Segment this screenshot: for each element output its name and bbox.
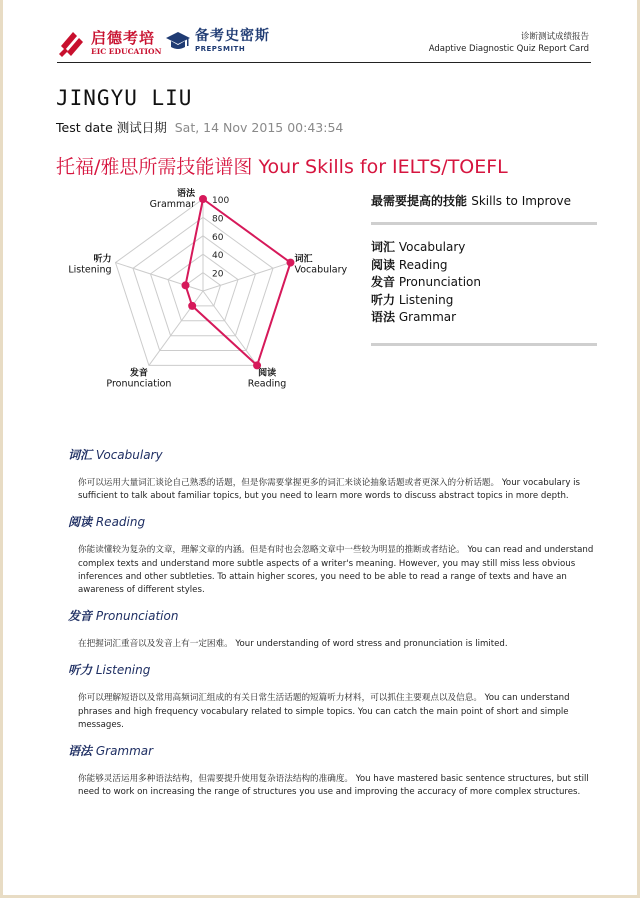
prepsmith-logo xyxy=(165,29,270,53)
improve-item-en: Reading xyxy=(398,257,448,272)
test-date-value: Sat, 14 Nov 2015 00:43:54 xyxy=(174,120,344,135)
improve-item-zh: 阅读 xyxy=(371,257,396,272)
radar-data-point xyxy=(199,195,207,203)
skill-heading-en: Reading xyxy=(95,515,146,530)
skill-heading-en: Vocabulary xyxy=(95,448,163,462)
radar-tick-label: 40 xyxy=(212,251,224,262)
radar-spoke xyxy=(203,291,257,365)
radar-series-line xyxy=(186,199,291,365)
radar-tick-label: 60 xyxy=(212,232,224,243)
improve-divider-bottom xyxy=(371,343,597,346)
graduation-cap-icon xyxy=(165,29,191,53)
skill-description: 你能读懂较为复杂的文章，理解文章的内涵。但是有时也会忽略文章中一些较为明显的推断或者结论。 You can read and understand complex texts and understand more subtle aspects of a writer's meaning. However, you may still miss less obvious inferences and other subtleties. To attain higher scores, you need to be able to read a range of texts and have an awareness of different styles. xyxy=(78,545,594,596)
test-date-label: Test date 测试日期 xyxy=(56,120,167,135)
prepsmith-brand-zh: 备考史密斯 xyxy=(195,28,270,44)
skill-reading xyxy=(68,513,598,597)
improve-list xyxy=(371,239,597,327)
skill-heading-en: Grammar xyxy=(95,744,154,759)
section-title: 托福/雅思所需技能谱图 Your Skills for IELTS/TOEFL xyxy=(56,156,508,178)
skill-heading-en: Pronunciation xyxy=(95,609,179,624)
radar-axis-label-zh: 词汇 xyxy=(294,254,313,265)
radar-data-point xyxy=(182,281,190,289)
improve-item-en: Grammar xyxy=(398,310,457,324)
improve-item xyxy=(371,309,597,327)
eic-logo xyxy=(57,28,161,58)
radar-axis-label-en: Reading xyxy=(247,378,287,390)
test-date xyxy=(56,118,343,136)
skills-radar-chart xyxy=(57,186,367,416)
skill-heading-zh: 语法 xyxy=(68,744,93,759)
improve-item xyxy=(371,257,597,275)
radar-axis-label-zh: 阅读 xyxy=(258,368,277,379)
radar-axis-label-en: Vocabulary xyxy=(294,264,348,276)
skill-vocabulary xyxy=(68,446,598,503)
radar-tick-label: 80 xyxy=(212,214,224,225)
header-divider xyxy=(57,62,591,63)
skill-description: 你能够灵活运用多种语法结构，但需要提升使用复杂语法结构的准确度。 You have mastered basic sentence structures, but still need to work on increasing the range of structures you use and improving the accuracy of more complex structures. xyxy=(78,774,589,798)
radar-axis-label-en: Pronunciation xyxy=(106,378,172,390)
eic-brand-zh: 启德考培 xyxy=(91,28,156,47)
skill-grammar xyxy=(68,742,598,799)
radar-data-point xyxy=(286,259,294,267)
skill-heading-zh: 听力 xyxy=(68,663,93,678)
skill-heading xyxy=(68,607,598,624)
improve-item xyxy=(371,292,597,310)
improve-title-en: Skills to Improve xyxy=(471,194,572,208)
eic-brand-en: EIC EDUCATION xyxy=(91,46,162,56)
radar-axis-label-en: Grammar xyxy=(149,199,195,210)
skill-heading-en: Listening xyxy=(95,663,151,678)
improve-item xyxy=(371,274,597,292)
student-name: JINGYU LIU xyxy=(56,86,193,110)
radar-axis-label-en: Listening xyxy=(68,264,112,276)
skill-heading xyxy=(68,742,598,759)
radar-axis-label-zh: 语法 xyxy=(176,189,195,199)
improve-item-en: Vocabulary xyxy=(398,240,466,254)
skill-description: 你可以理解短语以及常用高频词汇组成的有关日常生活话题的短篇听力材料，可以抓住主要观点以及信息。 You can understand phrases and high frequency vocabulary related to simple topics. You can catch the main point of short and simple messages. xyxy=(78,693,570,730)
improve-title xyxy=(371,192,597,209)
skill-listening xyxy=(68,661,598,732)
radar-axis-label-zh: 发音 xyxy=(129,368,148,379)
radar-tick-label: 100 xyxy=(212,196,230,206)
improve-item-en: Pronunciation xyxy=(398,275,481,289)
improve-title-zh: 最需要提高的技能 xyxy=(371,194,468,208)
report-title-zh: 诊断测试成绩报告 xyxy=(520,32,589,42)
radar-data-point xyxy=(188,302,196,310)
radar-spoke xyxy=(149,291,203,365)
report-title-en: Adaptive Diagnostic Quiz Report Card xyxy=(428,44,589,54)
improve-item xyxy=(371,239,597,257)
skill-heading-zh: 阅读 xyxy=(68,515,93,530)
skill-heading xyxy=(68,513,598,530)
skill-pronunciation xyxy=(68,607,598,651)
improve-item-zh: 语法 xyxy=(371,310,396,324)
eic-logo-icon xyxy=(57,28,87,58)
skill-heading xyxy=(68,446,598,463)
prepsmith-brand-en: PREPSMITH xyxy=(195,45,246,53)
improve-item-zh: 发音 xyxy=(371,275,396,289)
skill-description: 在把握词汇重音以及发音上有一定困难。 Your understanding of word stress and pronunciation is limited. xyxy=(78,639,508,650)
radar-tick-label: 20 xyxy=(212,269,224,280)
skill-description: 你可以运用大量词汇谈论自己熟悉的话题，但是你需要掌握更多的词汇来谈论抽象话题或者更深入的分析话题。 Your vocabulary is sufficient to talk about familiar topics, but you need to learn more words to discuss abstract topics in more depth. xyxy=(78,478,581,502)
skill-details xyxy=(68,446,598,809)
skill-heading xyxy=(68,661,598,678)
improve-item-en: Listening xyxy=(398,292,454,307)
skills-to-improve xyxy=(371,192,597,346)
radar-axis-label-zh: 听力 xyxy=(93,254,112,265)
skill-heading-zh: 发音 xyxy=(68,609,93,624)
skill-heading-zh: 词汇 xyxy=(68,448,93,462)
improve-item-zh: 词汇 xyxy=(371,240,396,254)
improve-item-zh: 听力 xyxy=(371,292,396,307)
improve-divider-top xyxy=(371,222,597,225)
